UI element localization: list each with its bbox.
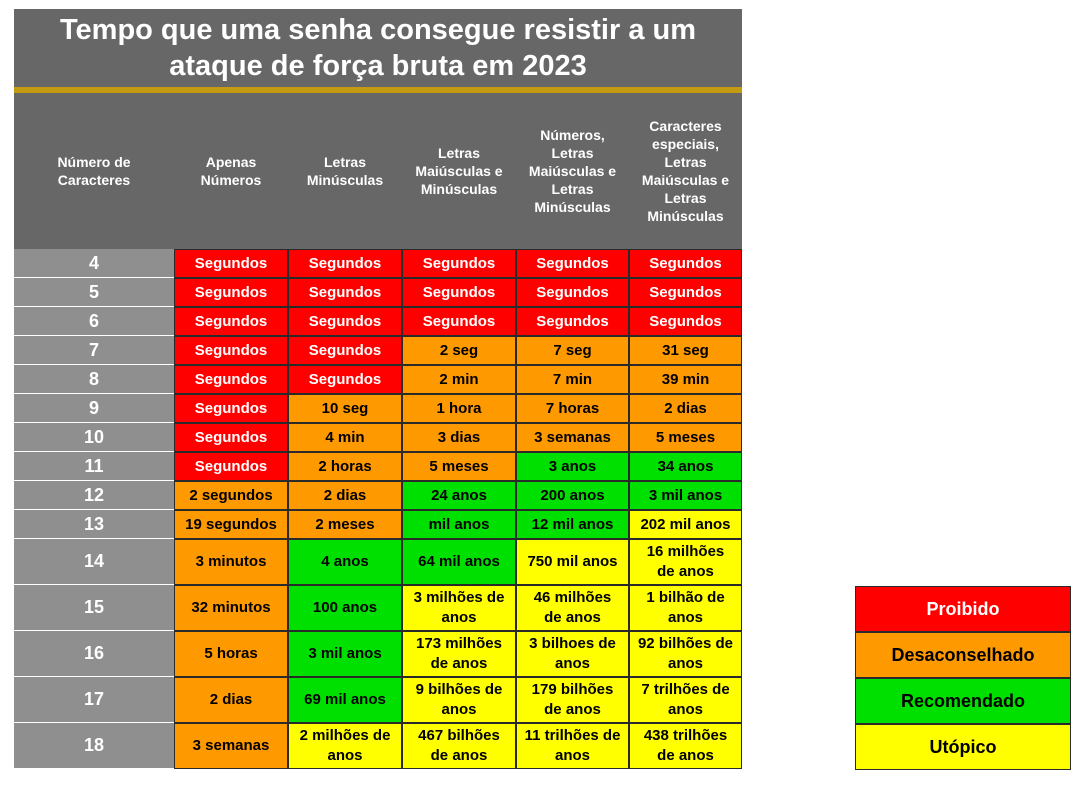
table-cell: 10 seg — [288, 394, 402, 423]
table-cell: 24 anos — [402, 481, 516, 510]
table-cell: 3 mil anos — [629, 481, 742, 510]
table-cell: 7 trilhões de anos — [629, 677, 742, 723]
table-cell: 3 mil anos — [288, 631, 402, 677]
row-label: 7 — [14, 336, 174, 365]
table-cell: 3 milhões de anos — [402, 585, 516, 631]
table-cell: 1 hora — [402, 394, 516, 423]
table-cell: 3 anos — [516, 452, 629, 481]
legend-item-recomendado: Recomendado — [855, 678, 1071, 724]
table-cell: 2 dias — [174, 677, 288, 723]
table-cell: 32 minutos — [174, 585, 288, 631]
table-cell: 2 seg — [402, 336, 516, 365]
table-cell: 5 meses — [402, 452, 516, 481]
table-cell: Segundos — [629, 249, 742, 278]
column-header-2: Letras Minúsculas — [306, 154, 384, 188]
table-cell: Segundos — [629, 278, 742, 307]
table-cell: 3 semanas — [174, 723, 288, 769]
table-cell: 2 meses — [288, 510, 402, 539]
table-cell: 3 minutos — [174, 539, 288, 585]
chart-title — [14, 9, 742, 87]
row-header-label: Número de Caracteres — [57, 154, 131, 188]
table-cell: 46 milhões de anos — [516, 585, 629, 631]
table-cell: 2 min — [402, 365, 516, 394]
table-cell: Segundos — [288, 365, 402, 394]
table-cell: 2 dias — [629, 394, 742, 423]
row-label: 9 — [14, 394, 174, 423]
table-cell: Segundos — [174, 278, 288, 307]
title-line-2: ataque de força bruta em 2023 — [169, 50, 587, 82]
table-cell: Segundos — [402, 249, 516, 278]
table-cell: 4 min — [288, 423, 402, 452]
table-cell: Segundos — [288, 336, 402, 365]
legend-item-desaconselhado: Desaconselhado — [855, 632, 1071, 678]
table-cell: Segundos — [174, 307, 288, 336]
password-table — [14, 249, 742, 770]
table-cell: 69 mil anos — [288, 677, 402, 723]
table-cell: 173 milhões de anos — [402, 631, 516, 677]
table-cell: mil anos — [402, 510, 516, 539]
table-cell: 39 min — [629, 365, 742, 394]
row-label: 17 — [14, 677, 174, 723]
title-line-1: Tempo que uma senha consegue resistir a um — [59, 14, 697, 46]
table-cell: 34 anos — [629, 452, 742, 481]
row-label: 8 — [14, 365, 174, 394]
row-label: 16 — [14, 631, 174, 677]
table-cell: 179 bilhões de anos — [516, 677, 629, 723]
legend-item-proibido: Proibido — [855, 586, 1071, 632]
legend — [855, 586, 1071, 770]
table-cell: 7 horas — [516, 394, 629, 423]
table-cell: 9 bilhões de anos — [402, 677, 516, 723]
table-cell: 7 seg — [516, 336, 629, 365]
row-label: 4 — [14, 249, 174, 278]
table-cell: 2 horas — [288, 452, 402, 481]
table-cell: 202 mil anos — [629, 510, 742, 539]
table-cell: 5 horas — [174, 631, 288, 677]
table-cell: 200 anos — [516, 481, 629, 510]
table-cell: 12 mil anos — [516, 510, 629, 539]
table-cell: 31 seg — [629, 336, 742, 365]
table-cell: 64 mil anos — [402, 539, 516, 585]
table-cell: 11 trilhões de anos — [516, 723, 629, 769]
table-cell: 438 trilhões de anos — [629, 723, 742, 769]
table-cell: 3 dias — [402, 423, 516, 452]
row-label: 15 — [14, 585, 174, 631]
column-header-4: Números, Letras Maiúsculas e Letras Minúsculas — [528, 127, 617, 215]
table-cell: Segundos — [288, 249, 402, 278]
table-cell: Segundos — [402, 278, 516, 307]
table-cell: 4 anos — [288, 539, 402, 585]
row-label: 14 — [14, 539, 174, 585]
table-cell: Segundos — [174, 452, 288, 481]
table-header — [14, 93, 742, 249]
table-cell: 3 semanas — [516, 423, 629, 452]
row-label: 6 — [14, 307, 174, 336]
row-label: 10 — [14, 423, 174, 452]
column-header-3: Letras Maiúsculas e Minúsculas — [415, 145, 503, 197]
table-cell: 2 dias — [288, 481, 402, 510]
column-header-1: Apenas Números — [200, 154, 262, 188]
table-cell: 1 bilhão de anos — [629, 585, 742, 631]
table-cell: Segundos — [174, 365, 288, 394]
table-cell: 3 bilhoes de anos — [516, 631, 629, 677]
table-cell: 19 segundos — [174, 510, 288, 539]
table-cell: Segundos — [174, 249, 288, 278]
table-cell: Segundos — [288, 278, 402, 307]
table-cell: 2 segundos — [174, 481, 288, 510]
row-label: 11 — [14, 452, 174, 481]
table-cell: 16 milhões de anos — [629, 539, 742, 585]
legend-item-utopico: Utópico — [855, 724, 1071, 770]
table-cell: 2 milhões de anos — [288, 723, 402, 769]
table-cell: 5 meses — [629, 423, 742, 452]
table-cell: 92 bilhões de anos — [629, 631, 742, 677]
table-cell: Segundos — [629, 307, 742, 336]
table-cell: Segundos — [174, 423, 288, 452]
table-cell: Segundos — [174, 394, 288, 423]
table-cell: Segundos — [402, 307, 516, 336]
table-cell: Segundos — [288, 307, 402, 336]
row-label: 12 — [14, 481, 174, 510]
table-cell: Segundos — [516, 307, 629, 336]
column-header-5: Caracteres especiais, Letras Maiúsculas e Letras Minúsculas — [641, 118, 730, 224]
table-cell: 7 min — [516, 365, 629, 394]
table-cell: 467 bilhões de anos — [402, 723, 516, 769]
table-cell: Segundos — [516, 249, 629, 278]
table-cell: Segundos — [516, 278, 629, 307]
table-cell: 750 mil anos — [516, 539, 629, 585]
row-label: 13 — [14, 510, 174, 539]
row-label: 18 — [14, 723, 174, 769]
table-cell: Segundos — [174, 336, 288, 365]
table-cell: 100 anos — [288, 585, 402, 631]
row-label: 5 — [14, 278, 174, 307]
